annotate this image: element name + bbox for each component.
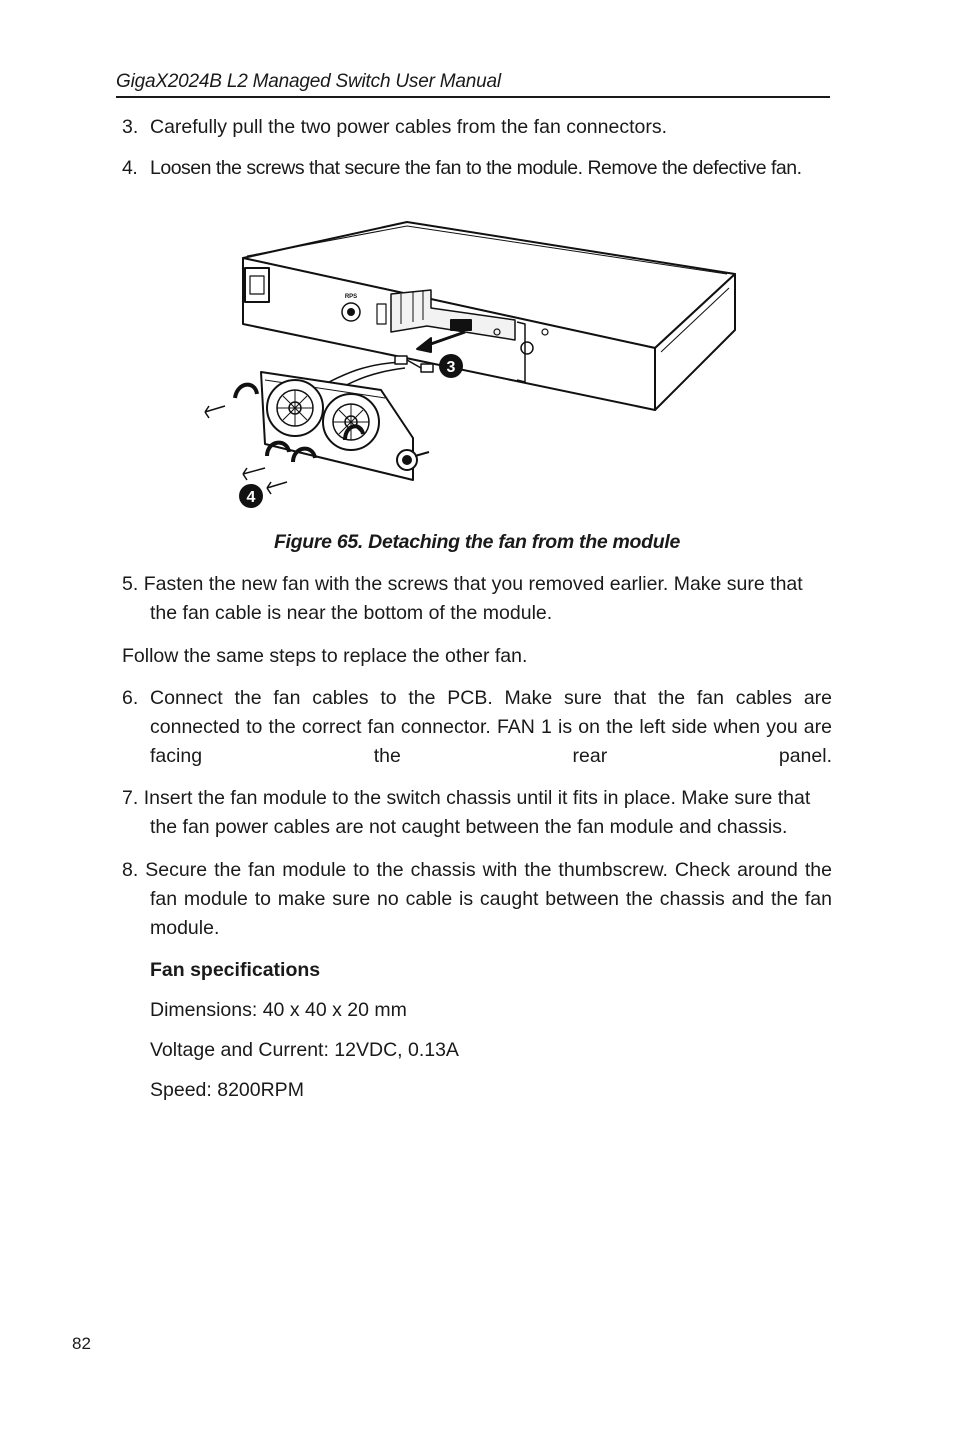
step-text <box>122 856 832 972</box>
spec-speed: Speed: 8200RPM <box>150 1079 304 1101</box>
step-text: Loosen the screws that secure the fan to the module. Remove the defective fan. <box>150 157 802 179</box>
step-body: Fasten the new fan with the screws that you removed earlier. Make sure that the fan cable is near the bottom of the module. <box>143 573 803 624</box>
running-header <box>116 70 830 98</box>
step-body: Insert the fan module to the switch chassis until it fits in place. Make sure that the fan power cables are not caught between the fan module and chassis. <box>143 787 811 838</box>
fan-specs-title: Fan specifications <box>150 959 321 981</box>
step-number: 7. <box>122 787 139 809</box>
step-6 <box>122 684 832 800</box>
step-text <box>122 684 832 800</box>
page-number: 82 <box>72 1334 91 1353</box>
header-title: GigaX2024B L2 Managed Switch User Manual <box>116 71 501 92</box>
step-body: Connect the fan cables to the PCB. Make sure that the fan cables are connected to the correct fan connector. FAN 1 is on the left side when you are facing the rear panel. <box>150 687 833 767</box>
figure-caption: Figure 65. Detaching the fan from the module <box>273 531 681 553</box>
step-number: 3. <box>122 116 139 138</box>
step-body: Secure the fan module to the chassis with the thumbscrew. Check around the fan module to make sure no cable is caught between the chassis and the fan module. <box>145 859 832 939</box>
step-number: 4. <box>122 157 138 179</box>
spec-voltage-current: Voltage and Current: 12VDC, 0.13A <box>150 1039 459 1061</box>
step-text: Carefully pull the two power cables from the fan connectors. <box>150 116 668 138</box>
follow-note: Follow the same steps to replace the other fan. <box>122 645 528 667</box>
rps-port-label: RPS <box>344 294 358 300</box>
step-number: 5. <box>122 573 139 595</box>
callout-3: 3 <box>446 359 456 376</box>
step-3 <box>122 113 832 142</box>
step-8 <box>122 856 832 972</box>
step-7 <box>122 784 832 842</box>
callout-4: 4 <box>246 489 256 506</box>
spec-dimensions: Dimensions: 40 x 40 x 20 mm <box>150 999 407 1021</box>
step-5 <box>122 570 832 628</box>
step-number: 6. <box>122 687 139 709</box>
fan-module-figure <box>195 212 755 518</box>
step-text <box>122 784 832 842</box>
fan-detach-illustration <box>195 212 755 518</box>
step-text <box>122 570 832 628</box>
step-number: 8. <box>122 859 139 881</box>
step-4 <box>122 154 832 183</box>
